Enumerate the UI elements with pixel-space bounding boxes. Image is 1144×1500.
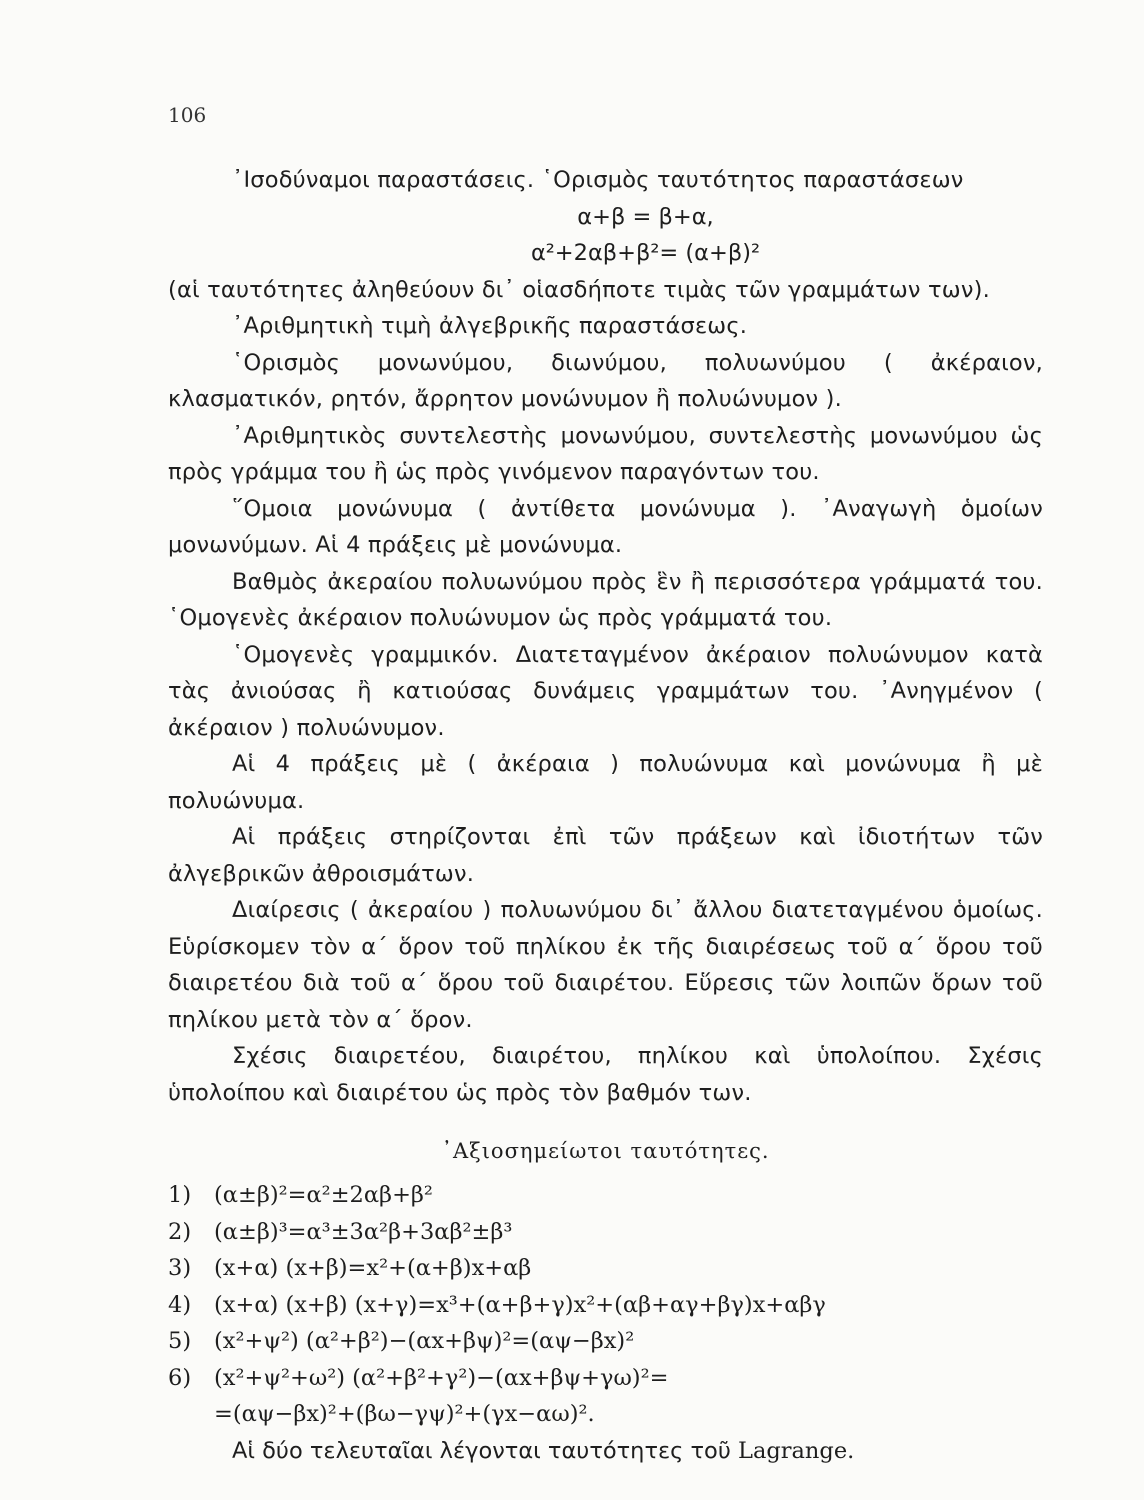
- identity-item: [168, 1177, 1043, 1214]
- paragraph-homogeneous: ῾Ομογενὲς γραμμικόν. Διατεταγμένον ἀκέραιον πολυώνυμον κατὰ τὰς ἀνιούσας ἢ κατιούσας δυνάμεις γραμμάτων του. ᾿Ανηγμένον ( ἀκέραιον ) πολυώνυμον.: [168, 641, 1043, 741]
- identity-number: 4): [168, 1291, 192, 1318]
- paragraph-operations-basis: Αἱ πράξεις στηρίζονται ἐπὶ τῶν πράξεων καὶ ἰδιοτήτων τῶν ἀλγεβρικῶν ἀθροισμάτων.: [168, 824, 1043, 887]
- identity-number: 5): [168, 1328, 192, 1354]
- paragraph-monomial-definition: ῾Ορισμὸς μονωνύμου, διωνύμου, πολυωνύμου ( ἀκέραιον, κλασματικόν, ρητόν, ἄρρητον μονώνυμον ἢ πολυώνυμον ).: [168, 349, 1043, 412]
- lagrange-note-text: Αἱ δύο τελευταῖαι λέγονται ταυτότητες τοῦ: [232, 1437, 731, 1464]
- commutative-equation: α+β = β+α,: [577, 203, 714, 230]
- identity-expression: (x²+ψ²+ω²) (α²+β²+γ²)−(αx+βψ+γω)²=: [214, 1364, 669, 1391]
- intro-paragraph: ᾿Ισοδύναμοι παραστάσεις. ῾Ορισμὸς ταυτότητος παραστάσεων: [232, 167, 964, 193]
- identity-expression: (α±β)²=α²±2αβ+β²: [214, 1182, 433, 1208]
- square-equation: α²+2αβ+β²= (α+β)²: [530, 240, 761, 266]
- identity-item: [168, 1250, 1043, 1287]
- paragraph-division: Διαίρεσις ( ἀκεραίου ) πολυωνύμου δι᾿ ἄλλου διατεταγμένου ὁμοίως. Εὑρίσκομεν τὸν α΄ ὅρον τοῦ πηλίκου ἐκ τῆς διαιρέσεως τοῦ α΄ ὅρου τοῦ διαιρετέου διὰ τοῦ α΄ ὅρου τοῦ διαιρέτου. Εὕρεσις τῶν λοιπῶν ὅρων τοῦ πηλίκου μετὰ τὸν α΄ ὅρον.: [168, 897, 1043, 1033]
- identity-item: [168, 1214, 1043, 1251]
- page-body: [168, 162, 1043, 1469]
- paragraph-similar-monomials: ῞Ομοια μονώνυμα ( ἀντίθετα μονώνυμα ). ᾿Αναγωγὴ ὁμοίων μονωνύμων. Αἱ 4 πράξεις μὲ μονώνυμα.: [168, 495, 1043, 558]
- page-number: 106: [168, 103, 207, 127]
- identity-number: 3): [168, 1255, 192, 1281]
- identity-expression: (x+α) (x+β) (x+γ)=x³+(α+β+γ)x²+(αβ+αγ+βγ)x+αβγ: [214, 1291, 826, 1318]
- paragraph-degree: Βαθμὸς ἀκεραίου πολυωνύμου πρὸς ἓν ἢ περισσότερα γράμματά του. ῾Ομογενὲς ἀκέραιον πολυώνυμον ὡς πρὸς γράμματά του.: [168, 568, 1043, 631]
- identity-expression: (x²+ψ²) (α²+β²)−(αx+βψ)²=(αψ−βx)²: [214, 1328, 635, 1354]
- identity-list: [168, 1177, 1043, 1396]
- identity-continuation: =(αψ−βx)²+(βω−γψ)²+(γx−αω)².: [214, 1401, 595, 1427]
- identity-item: [168, 1287, 1043, 1324]
- lagrange-note: [168, 1433, 1043, 1470]
- identity-item: [168, 1323, 1043, 1360]
- paragraph-coefficient: ᾿Αριθμητικὸς συντελεστὴς μονωνύμου, συντελεστὴς μονωνύμου ὡς πρὸς γράμμα του ἢ ὡς πρὸς γινόμενον παραγόντων του.: [168, 422, 1043, 485]
- section-heading: ᾿Αξιοσημείωτοι ταυτότητες.: [441, 1139, 770, 1163]
- identity-expression: (x+α) (x+β)=x²+(α+β)x+αβ: [214, 1255, 532, 1281]
- paragraph-arithmetic-value: ᾿Αριθμητικὴ τιμὴ ἀλγεβρικῆς παραστάσεως.: [232, 313, 748, 339]
- paragraph-division-relation: Σχέσις διαιρετέου, διαιρέτου, πηλίκου καὶ ὑπολοίπου. Σχέσις ὑπολοίπου καὶ διαιρέτου ὡς πρὸς τὸν βαθμόν των.: [168, 1043, 1043, 1106]
- identity-note: (αἱ ταυτότητες ἀληθεύουν δι᾿ οἱασδήποτε τιμὰς τῶν γραμμάτων των).: [168, 276, 990, 303]
- identity-number: 6): [168, 1364, 192, 1391]
- identity-number: 2): [168, 1218, 192, 1245]
- lagrange-name: Lagrange.: [738, 1437, 855, 1464]
- identity-item: [168, 1360, 1043, 1397]
- paragraph-operations: Αἱ 4 πράξεις μὲ ( ἀκέραια ) πολυώνυμα καὶ μονώνυμα ἢ μὲ πολυώνυμα.: [168, 751, 1043, 814]
- identity-expression: (α±β)³=α³±3α²β+3αβ²±β³: [214, 1218, 513, 1245]
- identity-number: 1): [168, 1182, 192, 1208]
